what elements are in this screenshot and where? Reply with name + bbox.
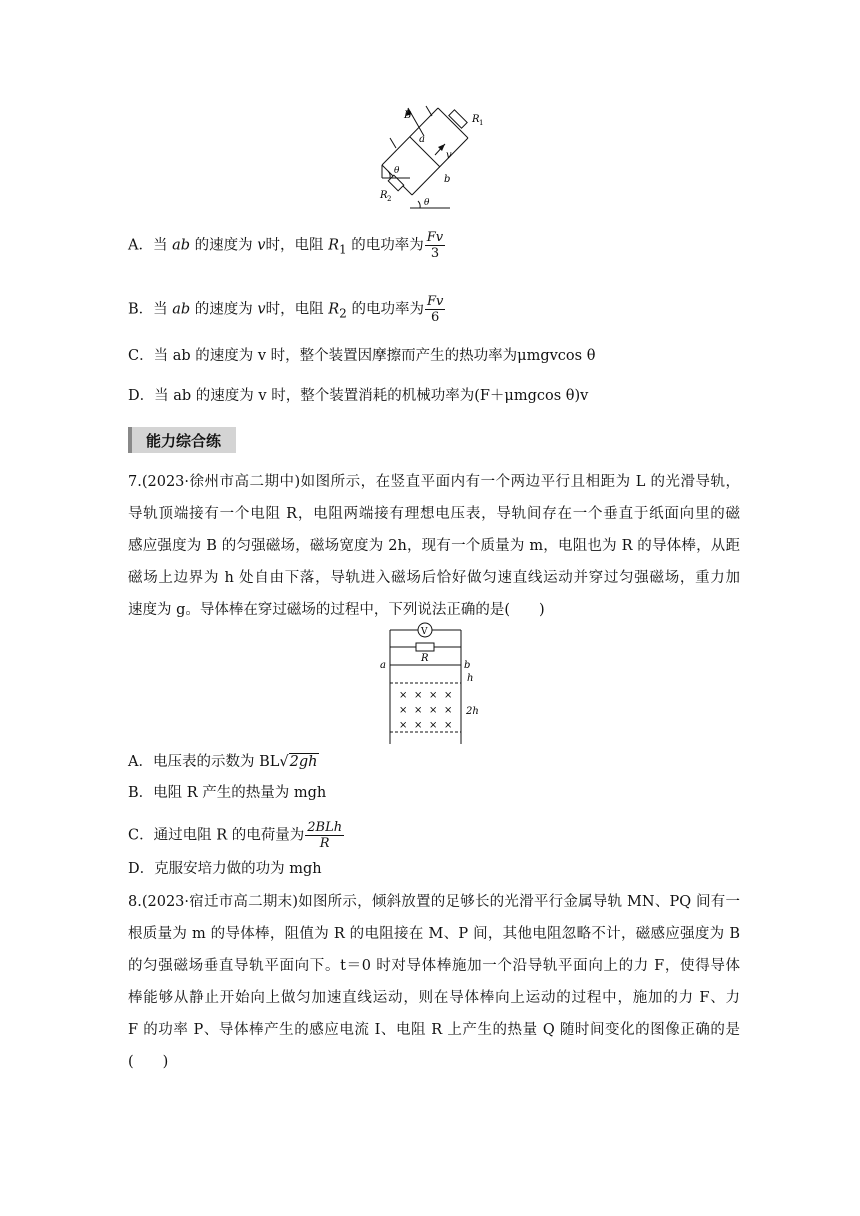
fig-label-2h: 2h (466, 706, 479, 717)
fig-label-R1: R (472, 114, 480, 125)
q7-line: 磁场上边界为 h 处自由下落，导轨进入磁场后恰好做匀速直线运动并穿过匀强磁场，重力加 (128, 570, 740, 586)
q7-line: 7.(2023·徐州市高二期中)如图所示，在竖直平面内有一个两边平行且相距为 L 的光滑导轨， (128, 474, 740, 490)
fig-label-a: a (419, 134, 425, 145)
field-cross: × (399, 705, 408, 716)
q6-option-c: C．当 ab 的速度为 v 时，整个装置因摩擦而产生的热功率为μmgvcos θ (128, 348, 596, 364)
section-header (128, 427, 236, 453)
q6-option-a: A．当 ab 的速度为 v时，电阻 $R_1$ 的电功率为 $\frac{Fv}{3}$ (128, 230, 444, 261)
fraction: $\frac{Fv}{6}$ (426, 294, 444, 325)
q7-option-b: B．电阻 R 产生的热量为 mgh (128, 785, 327, 801)
voltmeter-label: V (421, 627, 428, 637)
field-cross: × (429, 705, 438, 716)
fig-label-v: v (446, 150, 452, 161)
fig-label-theta-1: θ (394, 166, 400, 176)
fig-label-h: h (467, 673, 474, 684)
q7-option-a: A．电压表的示数为 BL√2gh (128, 754, 318, 770)
field-cross: × (414, 705, 423, 716)
q7-option-c: C．通过电阻 R 的电荷量为 $\frac{\text{2BLh}}{R}$ (128, 820, 343, 851)
section-title: 能力综合练 (146, 432, 222, 450)
field-cross: × (414, 690, 423, 701)
fig-label-R: R (421, 653, 429, 664)
q8-line: 棒能够从静止开始向上做匀加速直线运动，则在导体棒向上运动的过程中，施加的力 F、力 (128, 990, 740, 1006)
q8-line: 8.(2023·宿迁市高二期末)如图所示，倾斜放置的足够长的光滑平行金属导轨 MN、PQ 间有一 (128, 894, 740, 910)
field-cross: × (399, 720, 408, 731)
fraction: $\frac{\text{2BLh}}{R}$ (307, 820, 343, 851)
q6-option-b: B．当 ab 的速度为 v时，电阻 $R_2$ 的电功率为 $\frac{Fv}{6}$ (128, 294, 444, 325)
fig-label-R2: R (380, 190, 388, 201)
fig-label-b: b (444, 174, 451, 185)
incline-rail-figure (370, 100, 500, 215)
field-cross: × (429, 720, 438, 731)
q6-option-d: D．当 ab 的速度为 v 时，整个装置消耗的机械功率为(F＋μmgcos θ)v (128, 388, 589, 404)
q8-line: ( ) (128, 1054, 169, 1070)
field-cross: × (444, 720, 453, 731)
fig-label-theta-2: θ (424, 198, 430, 208)
field-cross: × (414, 720, 423, 731)
fig-label-R2-sub: 2 (387, 195, 392, 203)
fig-label-b: b (464, 660, 471, 671)
fig-label-a: a (380, 660, 386, 671)
q8-line: F 的功率 P、导体棒产生的感应电流 I、电阻 R 上产生的热量 Q 随时间变化的图像正确的是 (128, 1022, 740, 1038)
q7-option-d: D．克服安培力做的功为 mgh (128, 861, 322, 877)
field-cross: × (399, 690, 408, 701)
q8-line: 根质量为 m 的导体棒，阻值为 R 的电阻接在 M、P 间，其他电阻忽略不计，磁感应强度为 B (128, 926, 740, 942)
fig-label-B: B (404, 110, 412, 121)
fraction: $\frac{Fv}{3}$ (426, 230, 444, 261)
field-cross: × (444, 705, 453, 716)
vertical-rail-figure (378, 620, 488, 746)
q7-line: 感应强度为 B 的匀强磁场，磁场宽度为 2h，现有一个质量为 m，电阻也为 R 的导体棒，从距 (128, 538, 740, 554)
q8-line: 的匀强磁场垂直导轨平面向下。t＝0 时对导体棒施加一个沿导轨平面向上的力 F，使得导体 (128, 958, 740, 974)
q7-line: 导轨顶端接有一个电阻 R，电阻两端接有理想电压表，导轨间存在一个垂直于纸面向里的磁 (128, 506, 740, 522)
q7-line: 速度为 g。导体棒在穿过磁场的过程中，下列说法正确的是( ) (128, 602, 545, 618)
fig-label-R1-sub: 1 (479, 119, 484, 127)
field-cross: × (444, 690, 453, 701)
field-cross: × (429, 690, 438, 701)
